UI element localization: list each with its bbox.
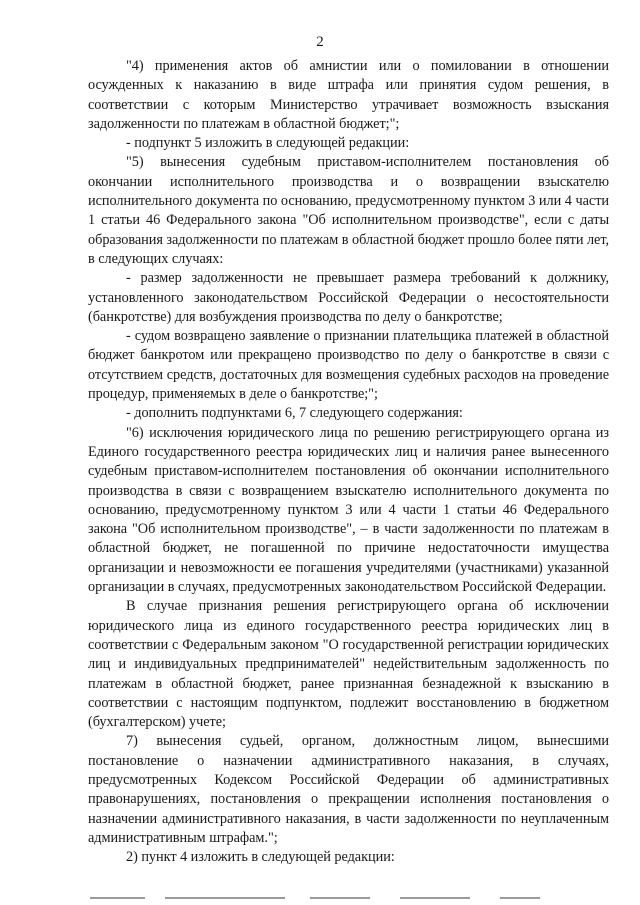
paragraph-subitem-7: 7) вынесения судьей, органом, должностным лицом, вынесшими постановление о назначении административного наказания, в случаях, предусмотренных Кодексом Российской Федерации об административных правонарушениях, постановления о прекращении исполнения постановления о назначении административного наказания, в части задолженности по неуплаченным административным штрафам."; — [88, 733, 609, 846]
paragraph-subitem-6-continued: В случае признания решения регистрирующего органа об исключении юридического лица из единого государственного реестра юридических лиц в соответствии с Федеральным законом "О государственной регистрации юридических лиц и индивидуальных предпринимателей" недействительным задолженность по платежам в областной бюджет, ранее признанная безнадежной к взысканию в соответствии с настоящим подпунктом, подлежит восстановлению в бюджетном (бухгалтерском) учете; — [88, 598, 609, 731]
paragraph-instruction-add-subitems: - дополнить подпунктами 6, 7 следующего содержания: — [126, 405, 463, 422]
paragraph-subitem-4: "4) применения актов об амнистии или о помиловании в отношении осужденных к наказанию в виде штрафа или принятия судом решения, в соответствии с которым Министерство утрачивает возможность взыскания задолженности по платежам в областной бюджет;"; — [88, 58, 609, 132]
paragraph-case-court-returned: - судом возвращено заявление о признании плательщика платежей в областной бюджет банкротом или прекращено производство по делу о банкротстве в связи с отсутствием средств, достаточных для возмещения судебных расходов на проведение процедур, применяемых в деле о банкротстве;"; — [88, 328, 609, 403]
document-body — [88, 57, 609, 867]
paragraph-item-2: 2) пункт 4 изложить в следующей редакции: — [126, 849, 395, 866]
paragraph-subitem-5: "5) вынесения судебным приставом-исполнителем постановления об окончании исполнительного производства и о возвращении взыскателю исполнительного документа по основанию, предусмотренному пунктом 3 или 4 части 1 статьи 46 Федерального закона "Об исполнительном производстве", если с даты образования задолженности по платежам в областной бюджет прошло более пяти лет, в следующих случаях: — [88, 154, 609, 267]
page-number: 2 — [316, 34, 324, 50]
paragraph-subitem-6: "6) исключения юридического лица по решению регистрирующего органа из Единого государственного реестра юридических лиц и наличия ранее вынесенного судебным приставом-исполнителем постановления об окончании исполнительного производства в связи с возвращением взыскателю исполнительного документа по основанию, предусмотренному пунктом 3 или 4 части 1 статьи 46 Федерального закона "Об исполнительном производстве", – в части задолженности по платежам в областной бюджет, не погашенной по причине недостаточности имущества организации и невозможности ее погашения учредителями (участниками) указанной организации в случаях, предусмотренных законодательством Российской Федерации. — [88, 424, 609, 596]
scan-artifact-line — [70, 897, 570, 901]
paragraph-instruction-subitem-5: - подпункт 5 изложить в следующей редакции: — [126, 135, 410, 152]
paragraph-case-debt-size: - размер задолженности не превышает размера требований к должнику, установленного законодательством Российской Федерации о несостоятельности (банкротстве) для возбуждения производства по делу о банкротстве; — [88, 270, 609, 325]
